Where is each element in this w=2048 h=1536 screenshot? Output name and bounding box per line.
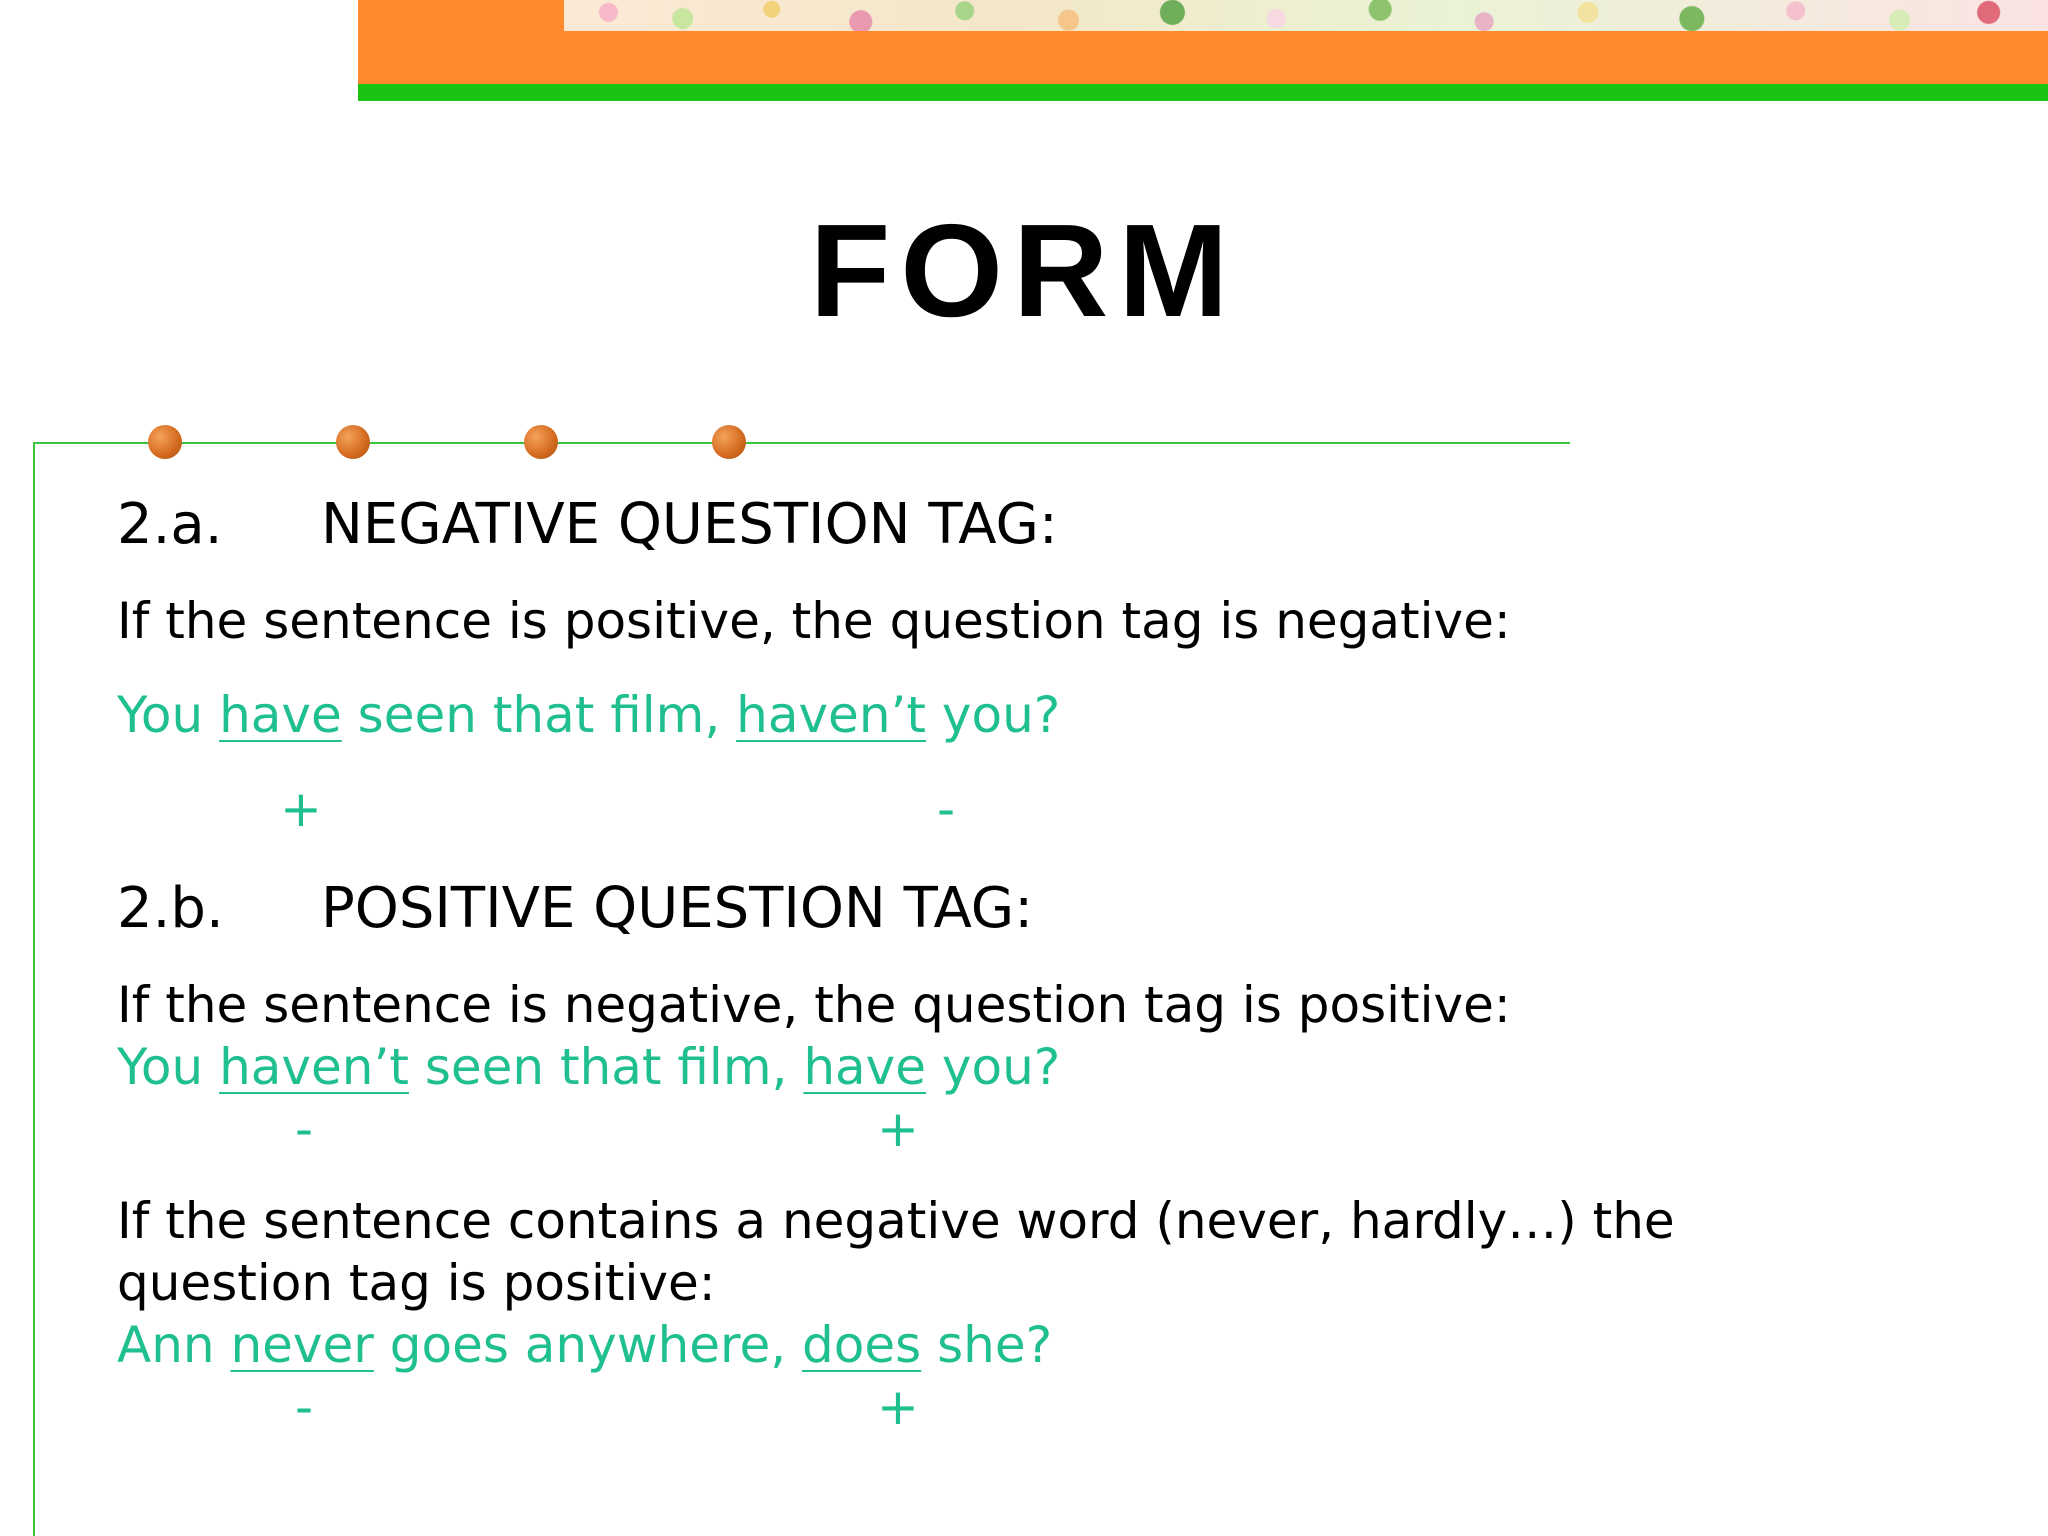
example-text: seen that film, xyxy=(341,686,737,744)
content-frame-left-line xyxy=(33,442,35,1536)
example-text: you? xyxy=(926,1038,1061,1096)
example-text: she? xyxy=(921,1316,1053,1374)
example-text: Ann xyxy=(117,1316,231,1374)
example-underlined-tag: does xyxy=(802,1316,922,1374)
section-a-heading xyxy=(117,492,1058,557)
section-b-rule2-line1: If the sentence contains a negative word (never, hardly…) the xyxy=(117,1192,1675,1250)
section-b-rule2-line2: question tag is positive: xyxy=(117,1254,716,1312)
section-b-rule: If the sentence is negative, the question tag is positive: xyxy=(117,976,1511,1034)
section-b-number: 2.b. xyxy=(117,876,224,941)
section-b-example2 xyxy=(117,1316,1052,1374)
section-a-rule: If the sentence is positive, the question tag is negative: xyxy=(117,592,1511,650)
example-text: you? xyxy=(926,686,1061,744)
example-underlined-tag: have xyxy=(803,1038,927,1096)
section-a-heading-text: NEGATIVE QUESTION TAG: xyxy=(321,492,1058,557)
example-text: goes anywhere, xyxy=(373,1316,803,1374)
section-a-number: 2.a. xyxy=(117,492,223,557)
section-a-example xyxy=(117,686,1060,744)
sign-negative: - xyxy=(295,1378,314,1436)
section-b-heading xyxy=(117,876,1033,941)
example-text: You xyxy=(117,686,220,744)
sign-positive: + xyxy=(877,1100,919,1158)
slide-content xyxy=(117,0,1967,1536)
example-text: You xyxy=(117,1038,220,1096)
section-b-heading-text: POSITIVE QUESTION TAG: xyxy=(321,876,1034,941)
section-b-example xyxy=(117,1038,1060,1096)
sign-positive: + xyxy=(877,1378,919,1436)
sign-negative: - xyxy=(295,1100,314,1158)
example-underlined-negative-word: never xyxy=(230,1316,374,1374)
example-underlined-tag: haven’t xyxy=(736,686,927,744)
example-text: seen that film, xyxy=(408,1038,804,1096)
sign-positive: + xyxy=(280,780,322,838)
slide-title: FORM xyxy=(809,197,1239,344)
example-underlined-verb: haven’t xyxy=(219,1038,409,1096)
example-underlined-verb: have xyxy=(219,686,342,744)
sign-negative: - xyxy=(937,780,956,838)
